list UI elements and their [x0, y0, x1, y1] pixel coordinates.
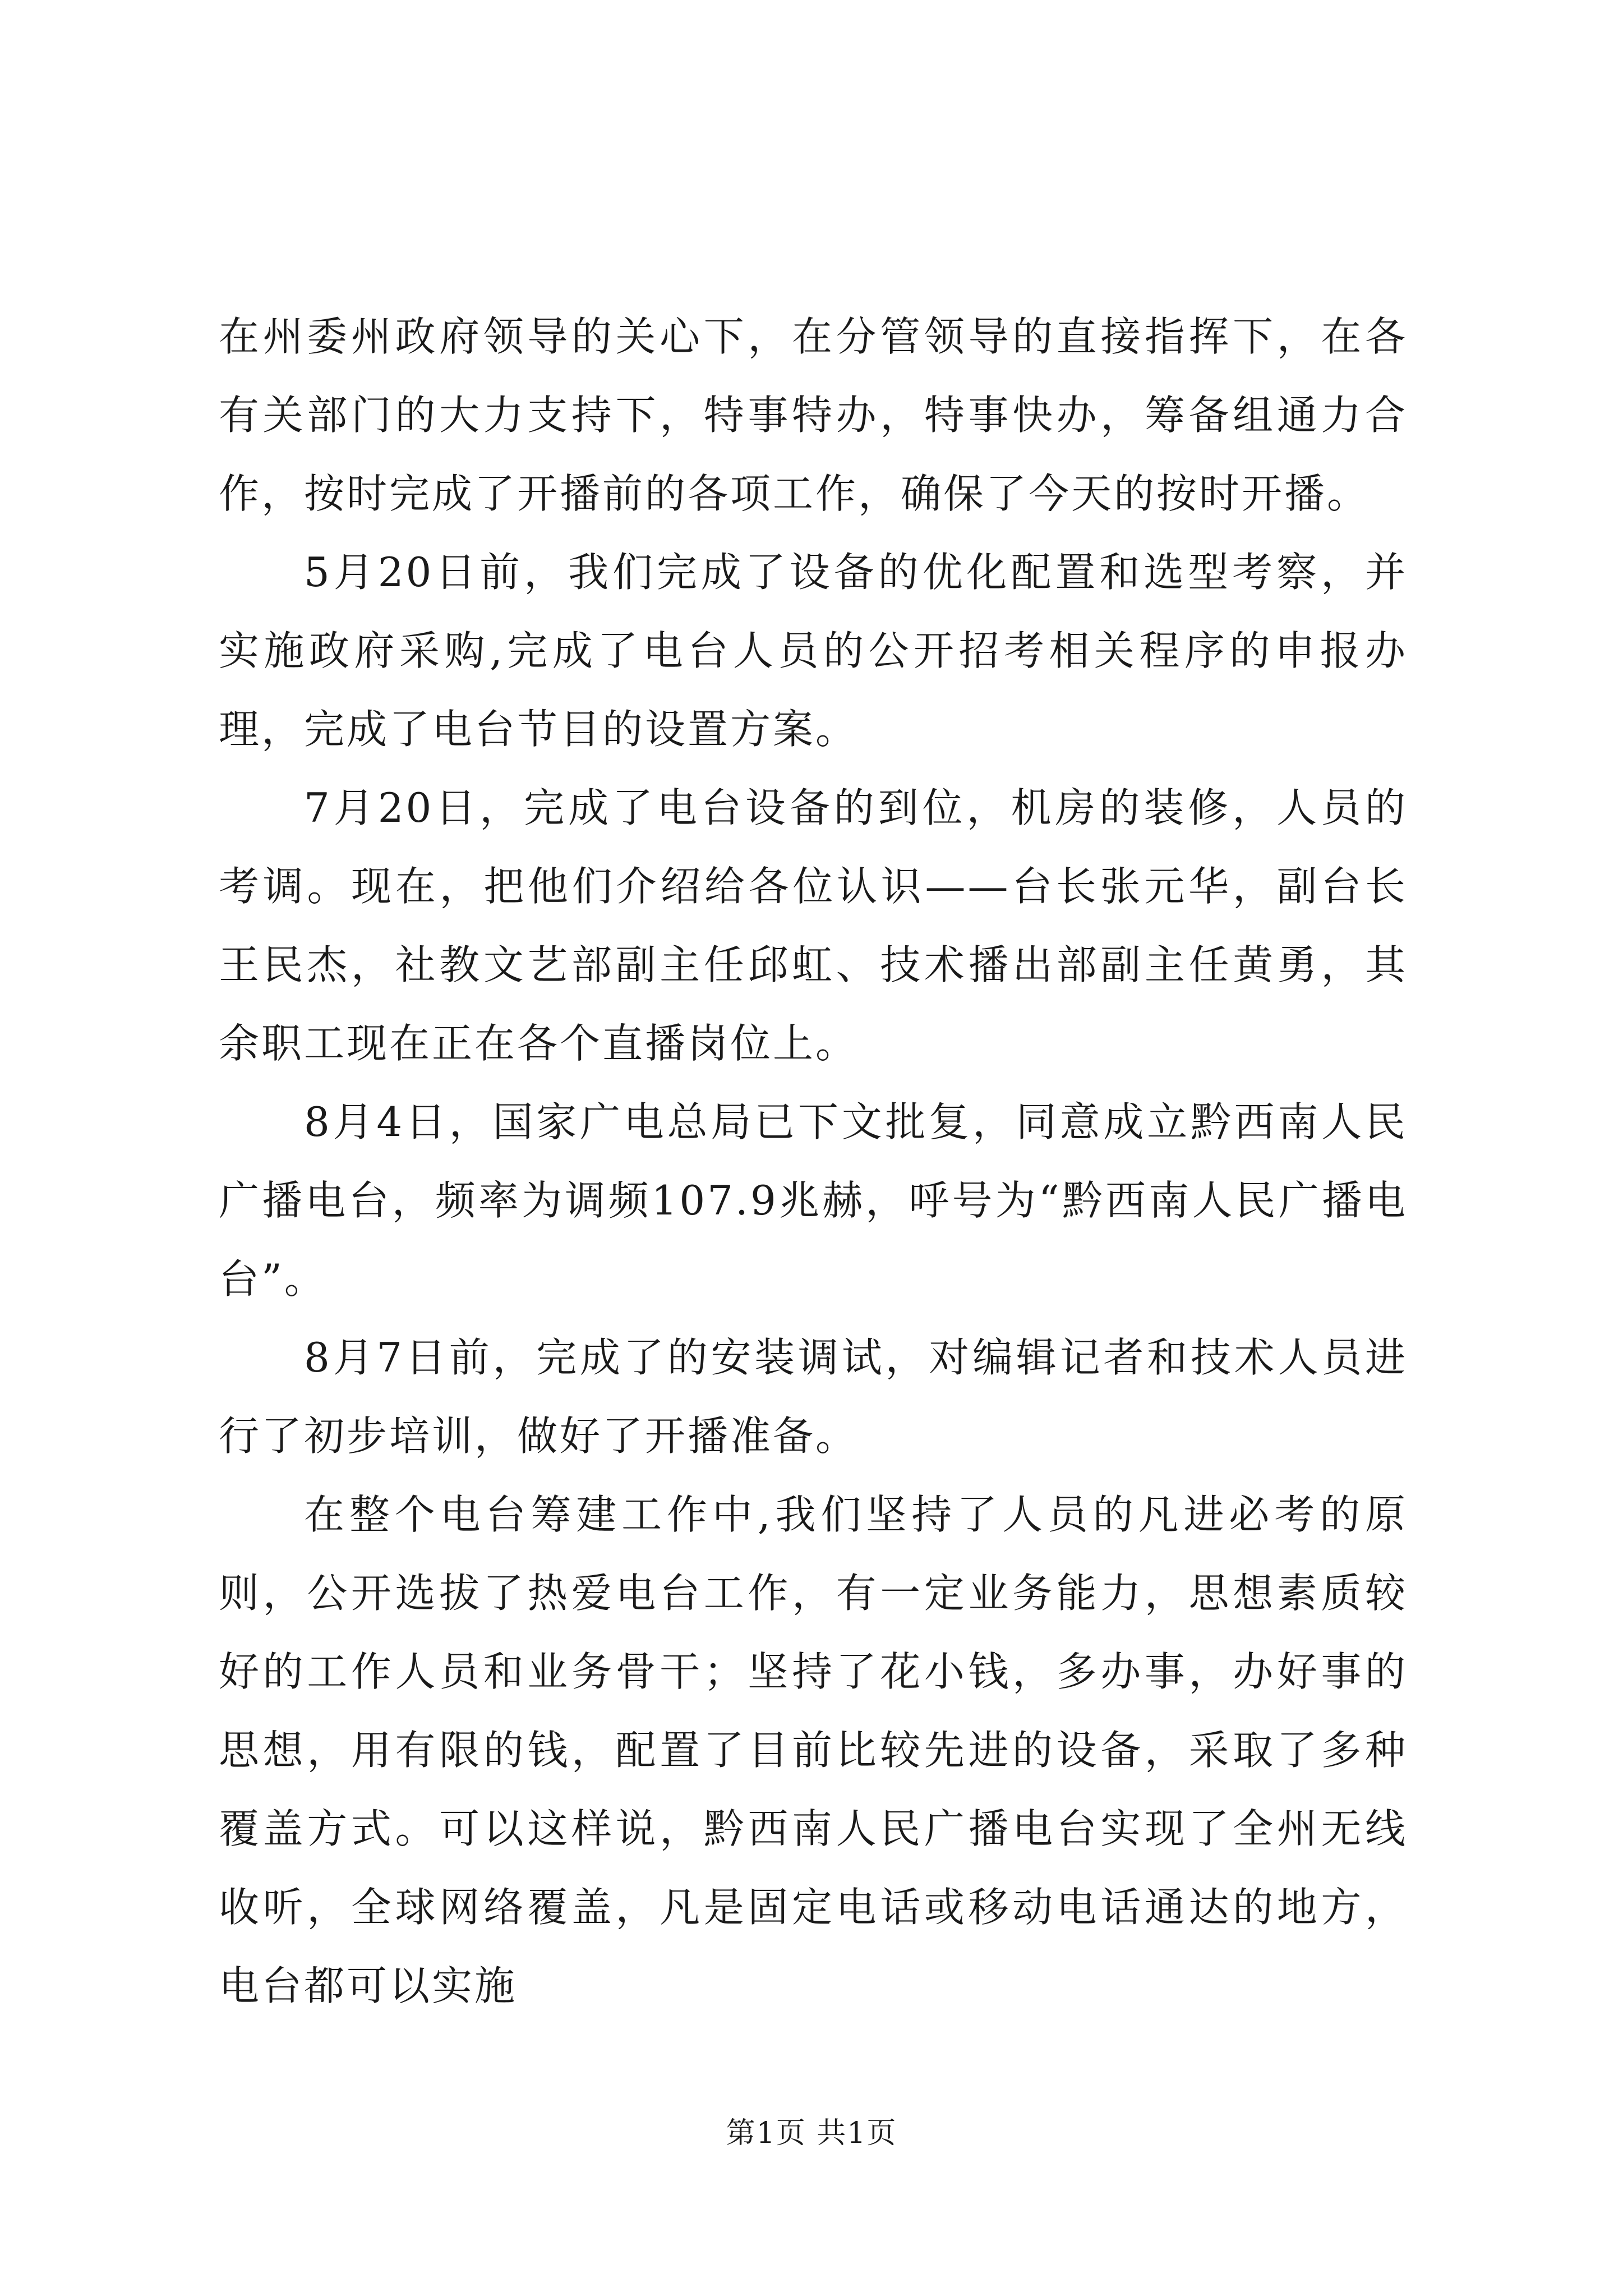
paragraph-1: 在州委州政府领导的关心下，在分管领导的直接指挥下，在各有关部门的大力支持下，特事特办，特事快办，筹备组通力合作，按时完成了开播前的各项工作，确保了今天的按时开播。: [219, 313, 1408, 517]
paragraph-4: 8月4日，国家广电总局已下文批复，同意成立黔西南人民广播电台，频率为调频107.9兆赫，呼号为“黔西南人民广播电台”。: [219, 1098, 1408, 1303]
paragraph-6: 在整个电台筹建工作中,我们坚持了人员的凡进必考的原则，公开选拔了热爱电台工作，有一定业务能力，思想素质较好的工作人员和业务骨干；坚持了花小钱，多办事，办好事的思想，用有限的钱，配置了目前比较先进的设备，采取了多种覆盖方式。可以这样说，黔西南人民广播电台实现了全州无线收听，全球网络覆盖，凡是固定电话或移动电话通达的地方，电台都可以实施: [219, 1491, 1408, 2009]
paragraph-2: 5月20日前，我们完成了设备的优化配置和选型考察，并实施政府采购,完成了电台人员的公开招考相关程序的申报办理，完成了电台节目的设置方案。: [219, 549, 1408, 753]
page-footer: 第1页 共1页: [726, 2116, 897, 2150]
paragraph-3: 7月20日，完成了电台设备的到位，机房的装修，人员的考调。现在，把他们介绍给各位认识——台长张元华，副台长王民杰，社教文艺部副主任邱虹、技术播出部副主任黄勇，其余职工现在正在各个直播岗位上。: [219, 784, 1408, 1067]
document-body: [219, 297, 1408, 2025]
paragraph-5: 8月7日前，完成了的安装调试，对编辑记者和技术人员进行了初步培训，做好了开播准备。: [219, 1334, 1408, 1460]
